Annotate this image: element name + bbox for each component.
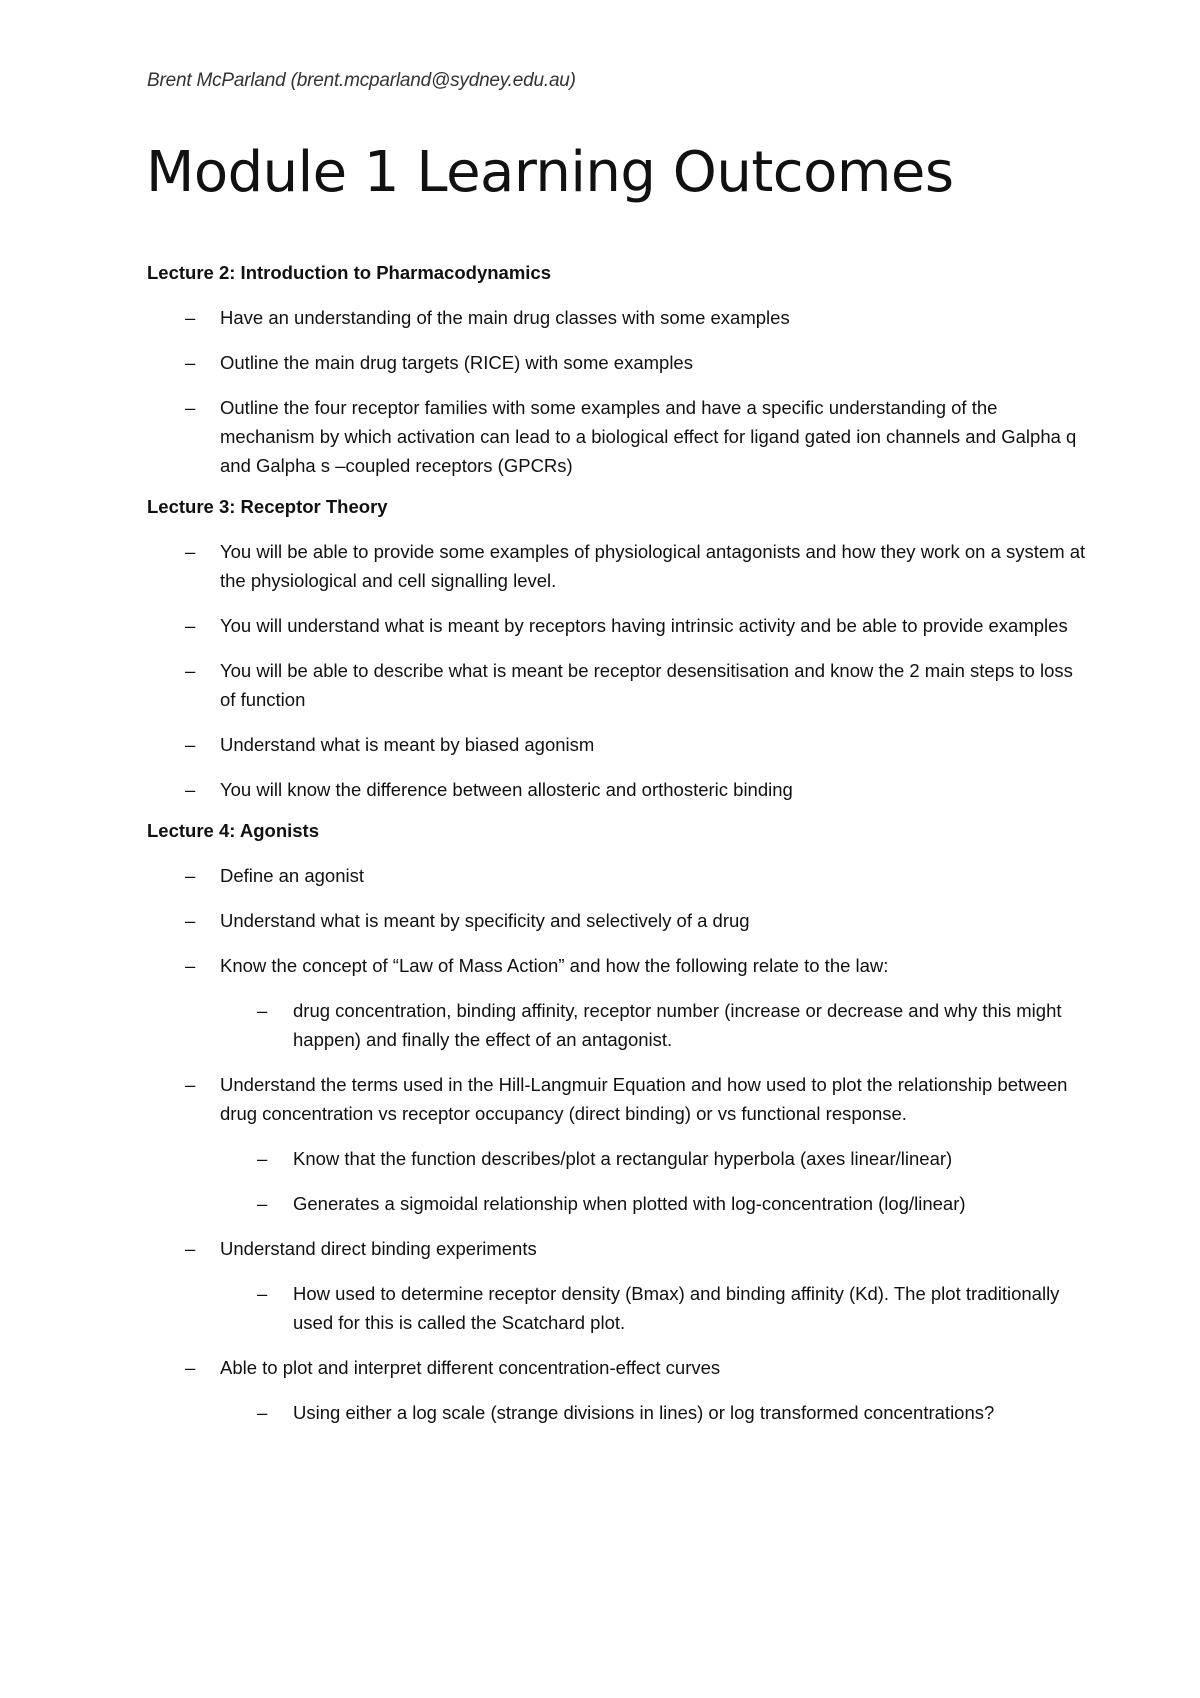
dash-bullet: – bbox=[185, 955, 196, 976]
list-item: – Understand direct binding experiments bbox=[147, 1234, 1087, 1263]
dash-bullet: – bbox=[185, 615, 196, 636]
dash-bullet: – bbox=[257, 1402, 268, 1423]
dash-bullet: – bbox=[185, 1238, 196, 1259]
dash-bullet: – bbox=[257, 1000, 268, 1021]
author-line: Brent McParland (brent.mcparland@sydney.edu.au) bbox=[147, 70, 576, 91]
list-item: – You will understand what is meant by receptors having intrinsic activity and be able to provide examples bbox=[147, 611, 1087, 640]
sub-list-item: – Generates a sigmoidal relationship when plotted with log-concentration (log/linear) bbox=[147, 1189, 1087, 1218]
list-item: – Outline the four receptor families with some examples and have a specific understanding of the mechanism by which activation can lead to a biological effect for ligand gated ion channels and Galpha q and Galpha s –coupled receptors (GPCRs) bbox=[147, 393, 1087, 480]
dash-bullet: – bbox=[257, 1193, 268, 1214]
list-item: – Outline the main drug targets (RICE) with some examples bbox=[147, 348, 1087, 377]
dash-bullet: – bbox=[185, 1074, 196, 1095]
sub-list-item: – Using either a log scale (strange divisions in lines) or log transformed concentrations? bbox=[147, 1398, 1087, 1427]
outcomes-content bbox=[147, 258, 1087, 1427]
sub-list-item: – How used to determine receptor density (Bmax) and binding affinity (Kd). The plot traditionally used for this is called the Scatchard plot. bbox=[147, 1279, 1087, 1337]
list-item: – Define an agonist bbox=[147, 861, 1087, 890]
list-item: – Able to plot and interpret different concentration-effect curves bbox=[147, 1353, 1087, 1382]
dash-bullet: – bbox=[185, 307, 196, 328]
lecture-4-heading: Lecture 4: Agonists bbox=[147, 820, 320, 841]
list-item: – Understand the terms used in the Hill-Langmuir Equation and how used to plot the relationship between drug concentration vs receptor occupancy (direct binding) or vs functional response. bbox=[147, 1070, 1087, 1128]
lecture-3-heading: Lecture 3: Receptor Theory bbox=[147, 496, 388, 517]
sub-list-item: – drug concentration, binding affinity, receptor number (increase or decrease and why this might happen) and finally the effect of an antagonist. bbox=[147, 996, 1087, 1054]
lecture-2-heading: Lecture 2: Introduction to Pharmacodynamics bbox=[147, 262, 551, 283]
list-item: – You will be able to describe what is meant be receptor desensitisation and know the 2 main steps to loss of function bbox=[147, 656, 1087, 714]
list-item: – You will know the difference between allosteric and orthosteric binding bbox=[147, 775, 1087, 804]
dash-bullet: – bbox=[185, 910, 196, 931]
dash-bullet: – bbox=[185, 660, 196, 681]
list-item: – You will be able to provide some examples of physiological antagonists and how they work on a system at the physiological and cell signalling level. bbox=[147, 537, 1087, 595]
dash-bullet: – bbox=[185, 1357, 196, 1378]
dash-bullet: – bbox=[185, 541, 196, 562]
page-title: Module 1 Learning Outcomes bbox=[146, 140, 954, 205]
dash-bullet: – bbox=[257, 1148, 268, 1169]
dash-bullet: – bbox=[185, 397, 196, 418]
list-item: – Understand what is meant by biased agonism bbox=[147, 730, 1087, 759]
dash-bullet: – bbox=[185, 734, 196, 755]
list-item: – Know the concept of “Law of Mass Action” and how the following relate to the law: bbox=[147, 951, 1087, 980]
dash-bullet: – bbox=[185, 865, 196, 886]
list-item: – Have an understanding of the main drug classes with some examples bbox=[147, 303, 1087, 332]
dash-bullet: – bbox=[257, 1283, 268, 1304]
sub-list-item: – Know that the function describes/plot a rectangular hyperbola (axes linear/linear) bbox=[147, 1144, 1087, 1173]
dash-bullet: – bbox=[185, 779, 196, 800]
dash-bullet: – bbox=[185, 352, 196, 373]
list-item: – Understand what is meant by specificity and selectively of a drug bbox=[147, 906, 1087, 935]
